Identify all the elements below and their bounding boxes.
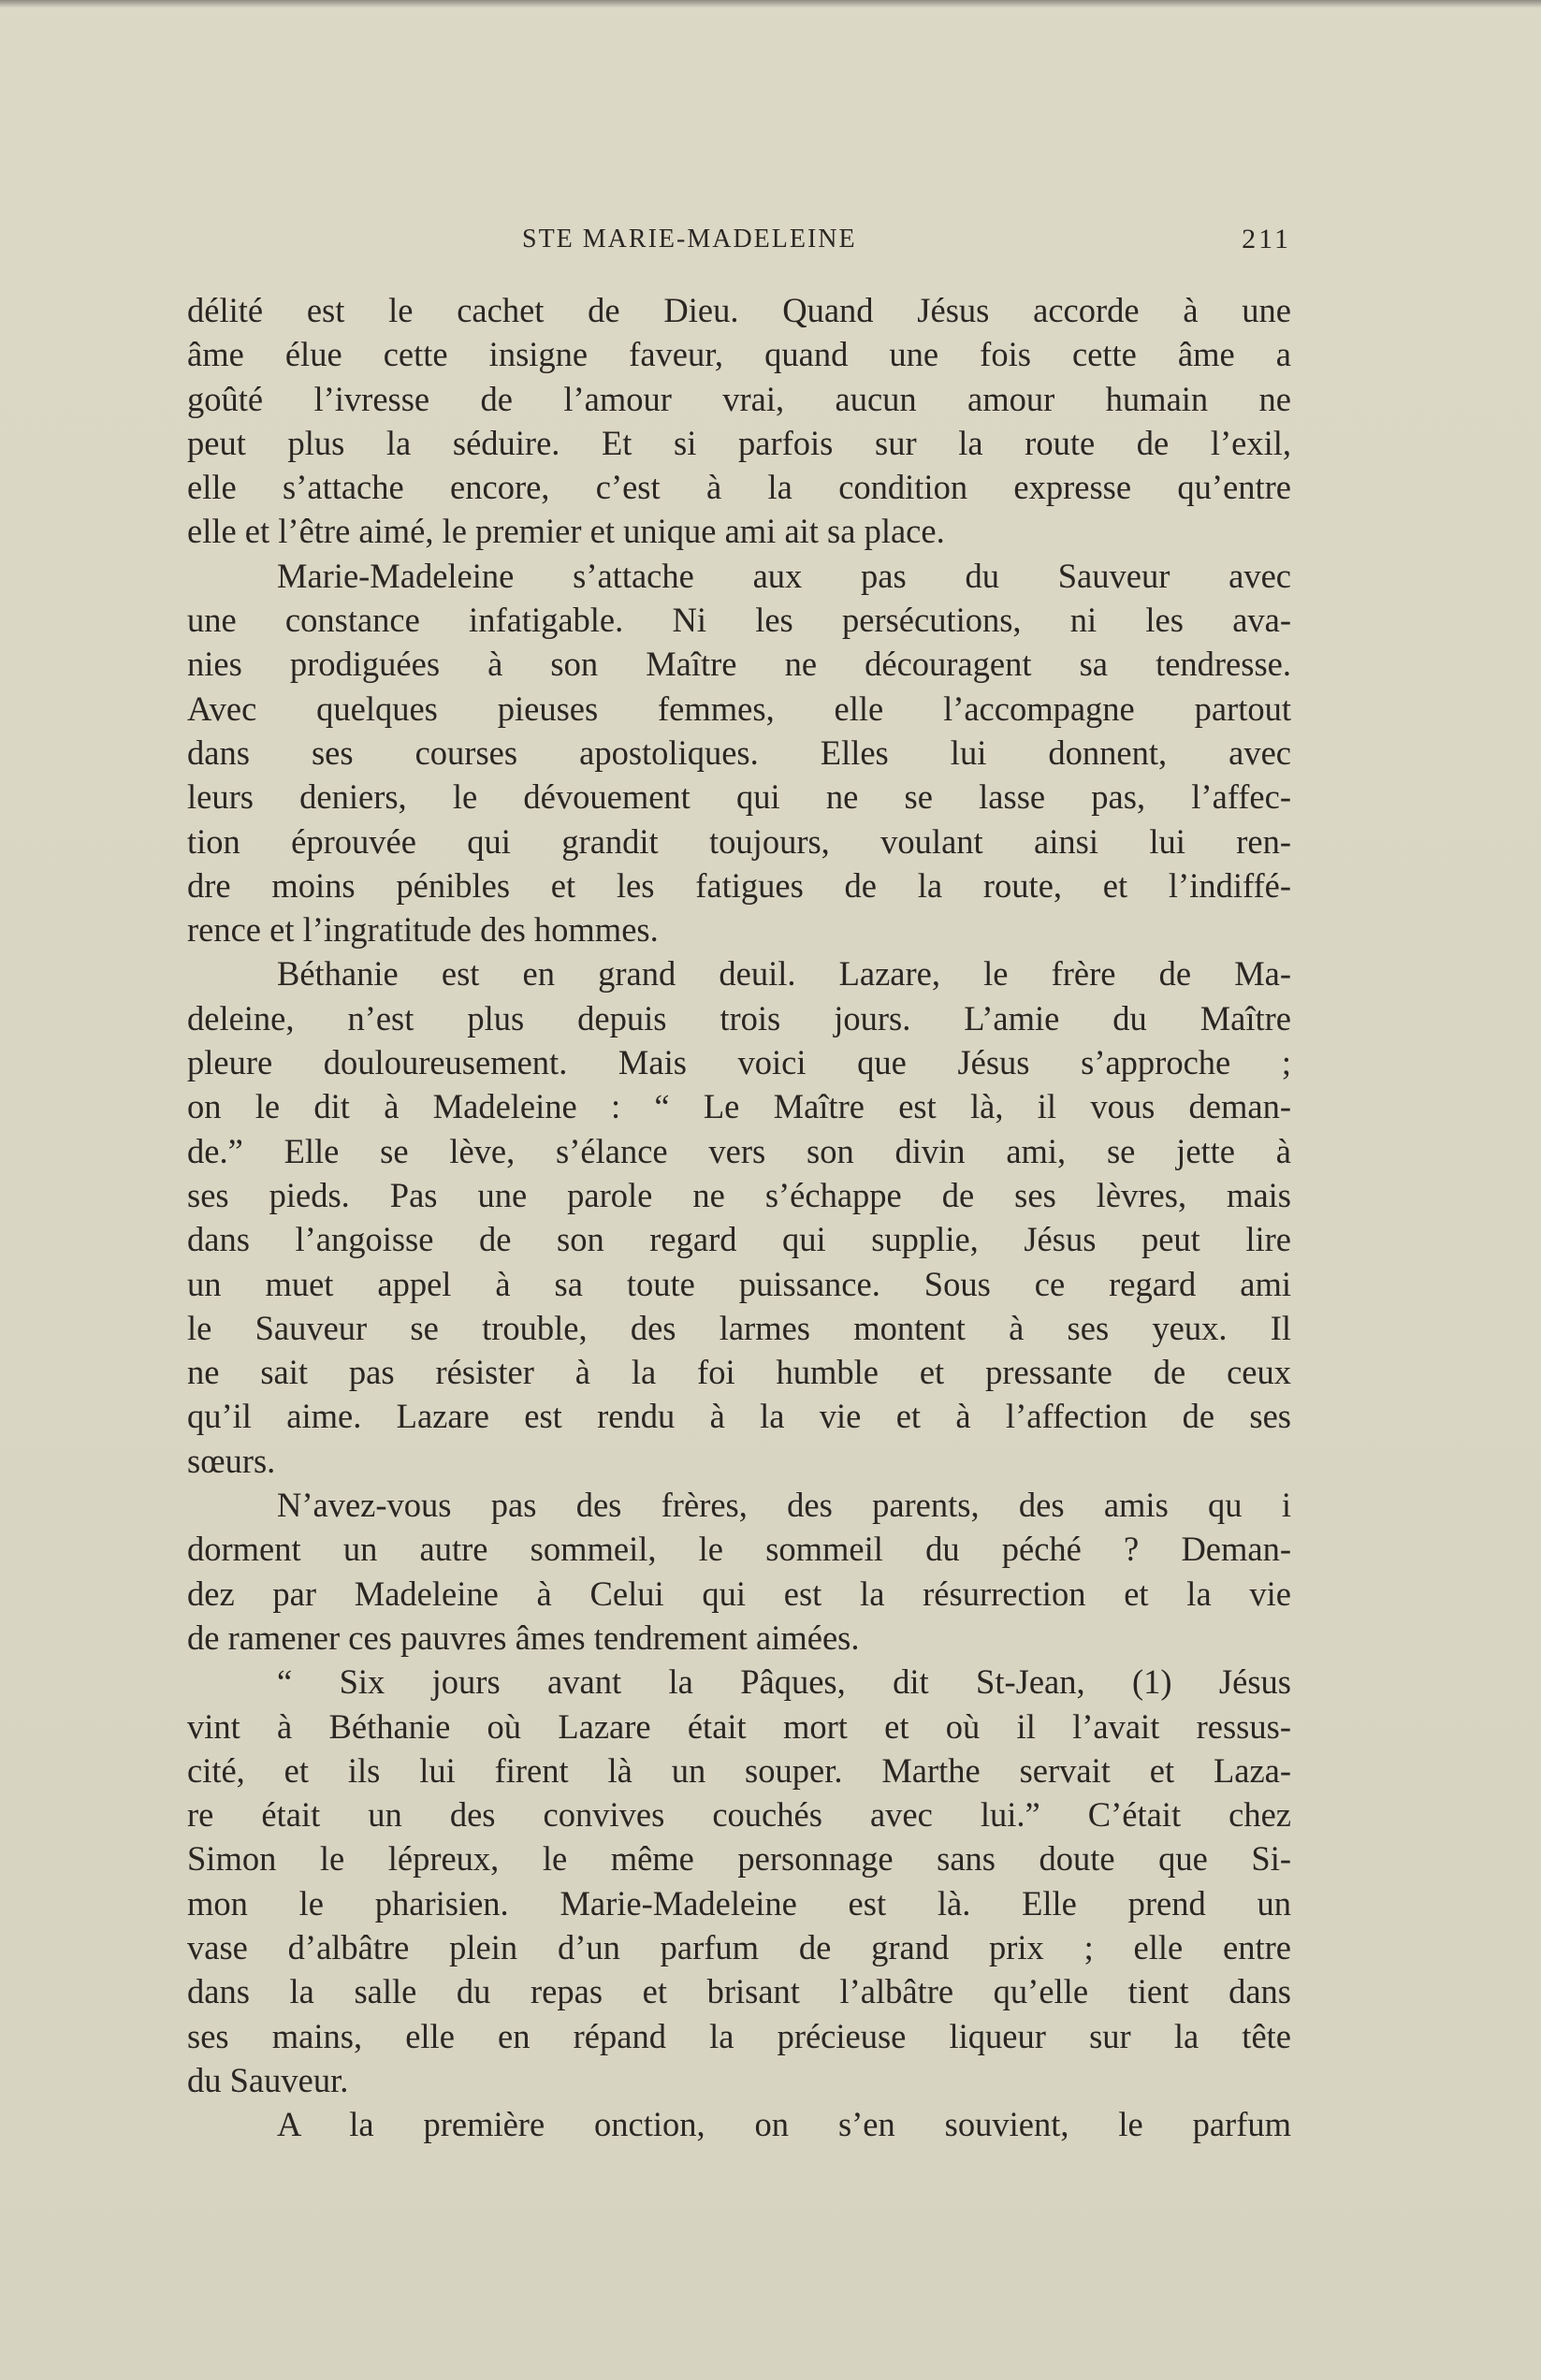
text-line: deleine, n’est plus depuis trois jours. L’amie du Maître — [187, 998, 1291, 1038]
text-line: peut plus la séduire. Et si parfois sur la route de l’exil, — [187, 423, 1291, 462]
text-line: on le dit à Madeleine : “ Le Maître est là, il vous deman- — [187, 1087, 1291, 1126]
text-line: Béthanie est en grand deuil. Lazare, le frère de Ma- — [277, 954, 1291, 994]
text-line: Simon le lépreux, le même personnage sans doute que Si- — [187, 1839, 1291, 1879]
text-line: N’avez-vous pas des frères, des parents, des amis qu i — [277, 1486, 1291, 1525]
text-line: vase d’albâtre plein d’un parfum de grand prix ; elle entre — [187, 1927, 1291, 1966]
running-head — [187, 221, 1291, 258]
text-line: un muet appel à sa toute puissance. Sous ce regard ami — [187, 1264, 1291, 1303]
text-line: âme élue cette insigne faveur, quand une fois cette âme a — [187, 335, 1291, 374]
text-line: du Sauveur. — [187, 2060, 349, 2099]
page-number: 211 — [1242, 224, 1291, 254]
text-line: sœurs. — [187, 1441, 276, 1480]
text-line: ne sait pas résister à la foi humble et pressante de ceux — [187, 1353, 1291, 1392]
text-line: de.” Elle se lève, s’élance vers son divin ami, se jette à — [187, 1131, 1291, 1170]
text-line: dans ses courses apostoliques. Elles lui donnent, avec — [187, 733, 1291, 772]
text-line: dans l’angoisse de son regard qui supplie, Jésus peut lire — [187, 1220, 1291, 1259]
text-line: cité, et ils lui firent là un souper. Marthe servait et Laza- — [187, 1750, 1291, 1790]
text-line: ses mains, elle en répand la précieuse liqueur sur la tête — [187, 2016, 1291, 2055]
text-line: pleure douloureusement. Mais voici que Jésus s’approche ; — [187, 1043, 1291, 1082]
body-text — [187, 288, 1291, 2146]
text-line: vint à Béthanie où Lazare était mort et où il l’avait ressus- — [187, 1706, 1291, 1746]
text-line: elle s’attache encore, c’est à la condition expresse qu’entre — [187, 468, 1291, 507]
text-line: re était un des convives couchés avec lui.” C’était chez — [187, 1795, 1291, 1835]
text-line: délité est le cachet de Dieu. Quand Jésus accorde à une — [187, 291, 1291, 329]
text-line: mon le pharisien. Marie-Madeleine est là. Elle prend un — [187, 1883, 1291, 1923]
text-line: le Sauveur se trouble, des larmes montent à ses yeux. Il — [187, 1308, 1291, 1347]
text-line: dez par Madeleine à Celui qui est la résurrection et la vie — [187, 1574, 1291, 1613]
text-line: qu’il aime. Lazare est rendu à la vie et à l’affection de ses — [187, 1397, 1291, 1436]
text-line: leurs deniers, le dévouement qui ne se lasse pas, l’affec- — [187, 777, 1291, 817]
text-line: tion éprouvée qui grandit toujours, voulant ainsi lui ren- — [187, 821, 1291, 861]
text-line: une constance infatigable. Ni les persécutions, ni les ava- — [187, 601, 1291, 640]
text-line: dorment un autre sommeil, le sommeil du péché ? Deman- — [187, 1530, 1291, 1569]
text-line: elle et l’être aimé, le premier et unique ami ait sa place. — [187, 512, 945, 551]
text-line: rence et l’ingratitude des hommes. — [187, 910, 659, 950]
text-line: ses pieds. Pas une parole ne s’échappe de ses lèvres, mais — [187, 1175, 1291, 1214]
text-line: Marie-Madeleine s’attache aux pas du Sauveur avec — [277, 556, 1291, 595]
text-line: de ramener ces pauvres âmes tendrement aimées. — [187, 1618, 860, 1657]
text-line: dans la salle du repas et brisant l’albâtre qu’elle tient dans — [187, 1972, 1291, 2011]
text-line: nies prodiguées à son Maître ne découragent sa tendresse. — [187, 645, 1291, 684]
text-line: “ Six jours avant la Pâques, dit St-Jean, (1) Jésus — [277, 1662, 1291, 1702]
text-line: dre moins pénibles et les fatigues de la route, et l’indiffé- — [187, 865, 1291, 905]
running-title: STE MARIE-MADELEINE — [522, 225, 857, 254]
text-line: A la première onction, on s’en souvient, le parfum — [277, 2105, 1291, 2144]
text-line: Avec quelques pieuses femmes, elle l’accompagne partout — [187, 689, 1291, 728]
page-top-edge — [0, 0, 1541, 7]
text-line: goûté l’ivresse de l’amour vrai, aucun amour humain ne — [187, 379, 1291, 418]
